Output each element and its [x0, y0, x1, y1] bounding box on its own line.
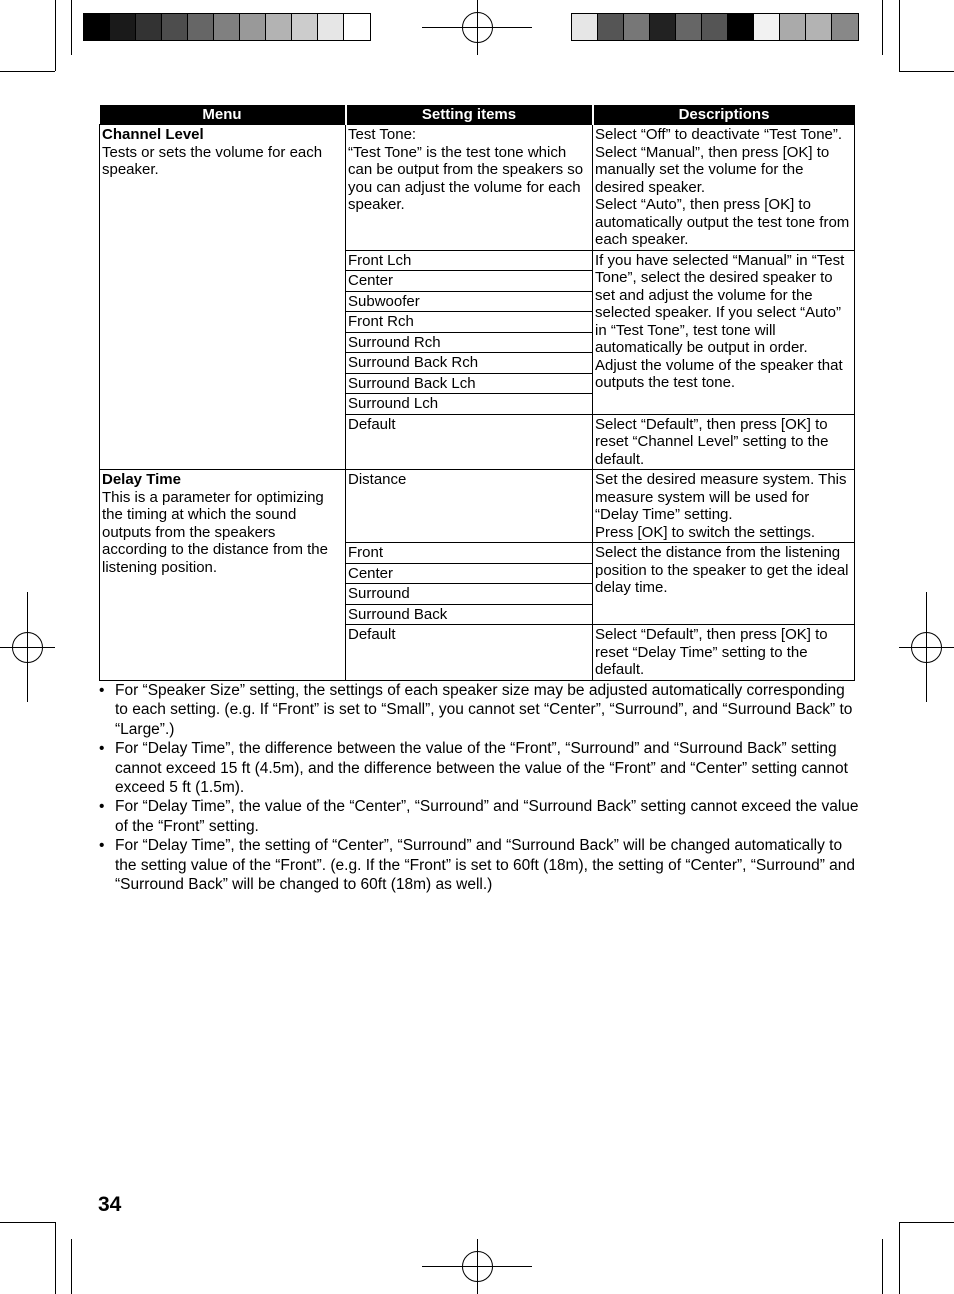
menu-description: Tests or sets the volume for each speaker.	[102, 143, 323, 178]
setting-item-speaker: Front Rch	[346, 312, 593, 333]
setting-item-speaker: Front	[346, 543, 593, 564]
color-swatch	[318, 14, 344, 40]
setting-item-speaker: Surround Back	[346, 604, 593, 625]
menu-description: This is a parameter for optimizing the timing at which the sound outputs from the speakers according to the distance from the listening position.	[102, 488, 328, 576]
color-swatch	[806, 14, 832, 40]
setting-item-distance: Distance	[346, 470, 593, 543]
setting-item-speaker: Surround Rch	[346, 332, 593, 353]
color-swatch	[110, 14, 136, 40]
color-swatch	[624, 14, 650, 40]
color-swatch	[266, 14, 292, 40]
notes-list	[99, 681, 859, 894]
setting-item-speaker: Subwoofer	[346, 291, 593, 312]
list-item	[99, 739, 859, 797]
setting-item-speaker: Front Lch	[346, 250, 593, 271]
color-swatch	[650, 14, 676, 40]
list-item	[99, 836, 859, 894]
color-swatch	[84, 14, 110, 40]
setting-item-speaker: Surround	[346, 584, 593, 605]
bullet: •	[99, 682, 105, 699]
color-swatch	[136, 14, 162, 40]
header-menu: Menu	[100, 105, 346, 125]
color-swatch	[162, 14, 188, 40]
description-default: Select “Default”, then press [OK] to reset “Channel Level” setting to the default.	[593, 414, 855, 470]
color-swatch	[728, 14, 754, 40]
color-swatch	[292, 14, 318, 40]
header-setting-items: Setting items	[346, 105, 593, 125]
setting-item-speaker: Surround Back Lch	[346, 373, 593, 394]
color-bar-left	[83, 13, 371, 41]
description-distance: Set the desired measure system. This measure system will be used for “Delay Time” setting. Press [OK] to switch the settings.	[593, 470, 855, 543]
setting-item-speaker: Center	[346, 271, 593, 292]
color-swatch	[214, 14, 240, 40]
description-speaker-select: If you have selected “Manual” in “Test Tone”, select the desired speaker to set and adjust the volume for the selected speaker. If you select “Auto” in “Test Tone”, test tone will automatically be output in order. Adjust the volume of the speaker that outputs the test tone.	[593, 250, 855, 414]
note-text: For “Delay Time”, the difference between the value of the “Front”, “Surround” and “Surround Back” setting cannot exceed 15 ft (4.5m), and the difference between the value of the “Front” and “Center” setting cannot exceed 5 ft (1.5m).	[115, 740, 848, 797]
table-row	[100, 470, 855, 543]
list-item	[99, 797, 859, 836]
menu-delay-time	[100, 470, 346, 681]
setting-item-default: Default	[346, 625, 593, 681]
bullet: •	[99, 740, 105, 758]
note-text: For “Delay Time”, the value of the “Center”, “Surround” and “Surround Back” setting cannot exceed the value of the “Front” setting.	[115, 798, 859, 835]
setting-item-speaker: Center	[346, 563, 593, 584]
settings-table	[99, 105, 855, 681]
color-swatch	[702, 14, 728, 40]
color-swatch	[780, 14, 806, 40]
table-header-row	[100, 105, 855, 125]
setting-item-test-tone: Test Tone: “Test Tone” is the test tone which can be output from the speakers so you can adjust the volume for each speaker.	[346, 125, 593, 251]
description-default: Select “Default”, then press [OK] to reset “Delay Time” setting to the default.	[593, 625, 855, 681]
setting-item-default: Default	[346, 414, 593, 470]
bullet: •	[99, 798, 105, 816]
description-delay-speaker: Select the distance from the listening position to the speaker to get the ideal delay time.	[593, 543, 855, 625]
note-text: For “Delay Time”, the setting of “Center”, “Surround” and “Surround Back” will be changed automatically to the setting value of the “Front”. (e.g. If the “Front” is set to 60ft (18m), the setting of “Center”, “Surround” and “Surround Back” will be changed to 60ft (18m) as well.)	[115, 837, 856, 894]
table-row	[100, 125, 855, 251]
color-swatch	[240, 14, 266, 40]
color-swatch	[754, 14, 780, 40]
setting-item-speaker: Surround Back Rch	[346, 353, 593, 374]
menu-title: Channel Level	[102, 126, 204, 143]
color-swatch	[832, 14, 858, 40]
color-swatch	[676, 14, 702, 40]
page-number: 34	[98, 1193, 122, 1216]
color-swatch	[598, 14, 624, 40]
note-text: For “Speaker Size” setting, the settings of each speaker size may be adjusted automatically corresponding to each setting. (e.g. If “Front” is set to “Small”, you cannot set “Center”, “Surround”, and “Surround Back” to “Large”.)	[115, 682, 853, 738]
menu-title: Delay Time	[102, 471, 181, 488]
color-swatch	[188, 14, 214, 40]
color-swatch	[344, 14, 370, 40]
description-test-tone: Select “Off” to deactivate “Test Tone”. Select “Manual”, then press [OK] to manually set the volume for the desired speaker. Select “Auto”, then press [OK] to automatically output the test tone from each speaker.	[593, 125, 855, 251]
setting-item-speaker: Surround Lch	[346, 394, 593, 415]
list-item	[99, 681, 859, 739]
color-bar-right	[571, 13, 859, 41]
menu-channel-level	[100, 125, 346, 470]
color-swatch	[572, 14, 598, 40]
bullet: •	[99, 837, 105, 855]
header-descriptions: Descriptions	[593, 105, 855, 125]
